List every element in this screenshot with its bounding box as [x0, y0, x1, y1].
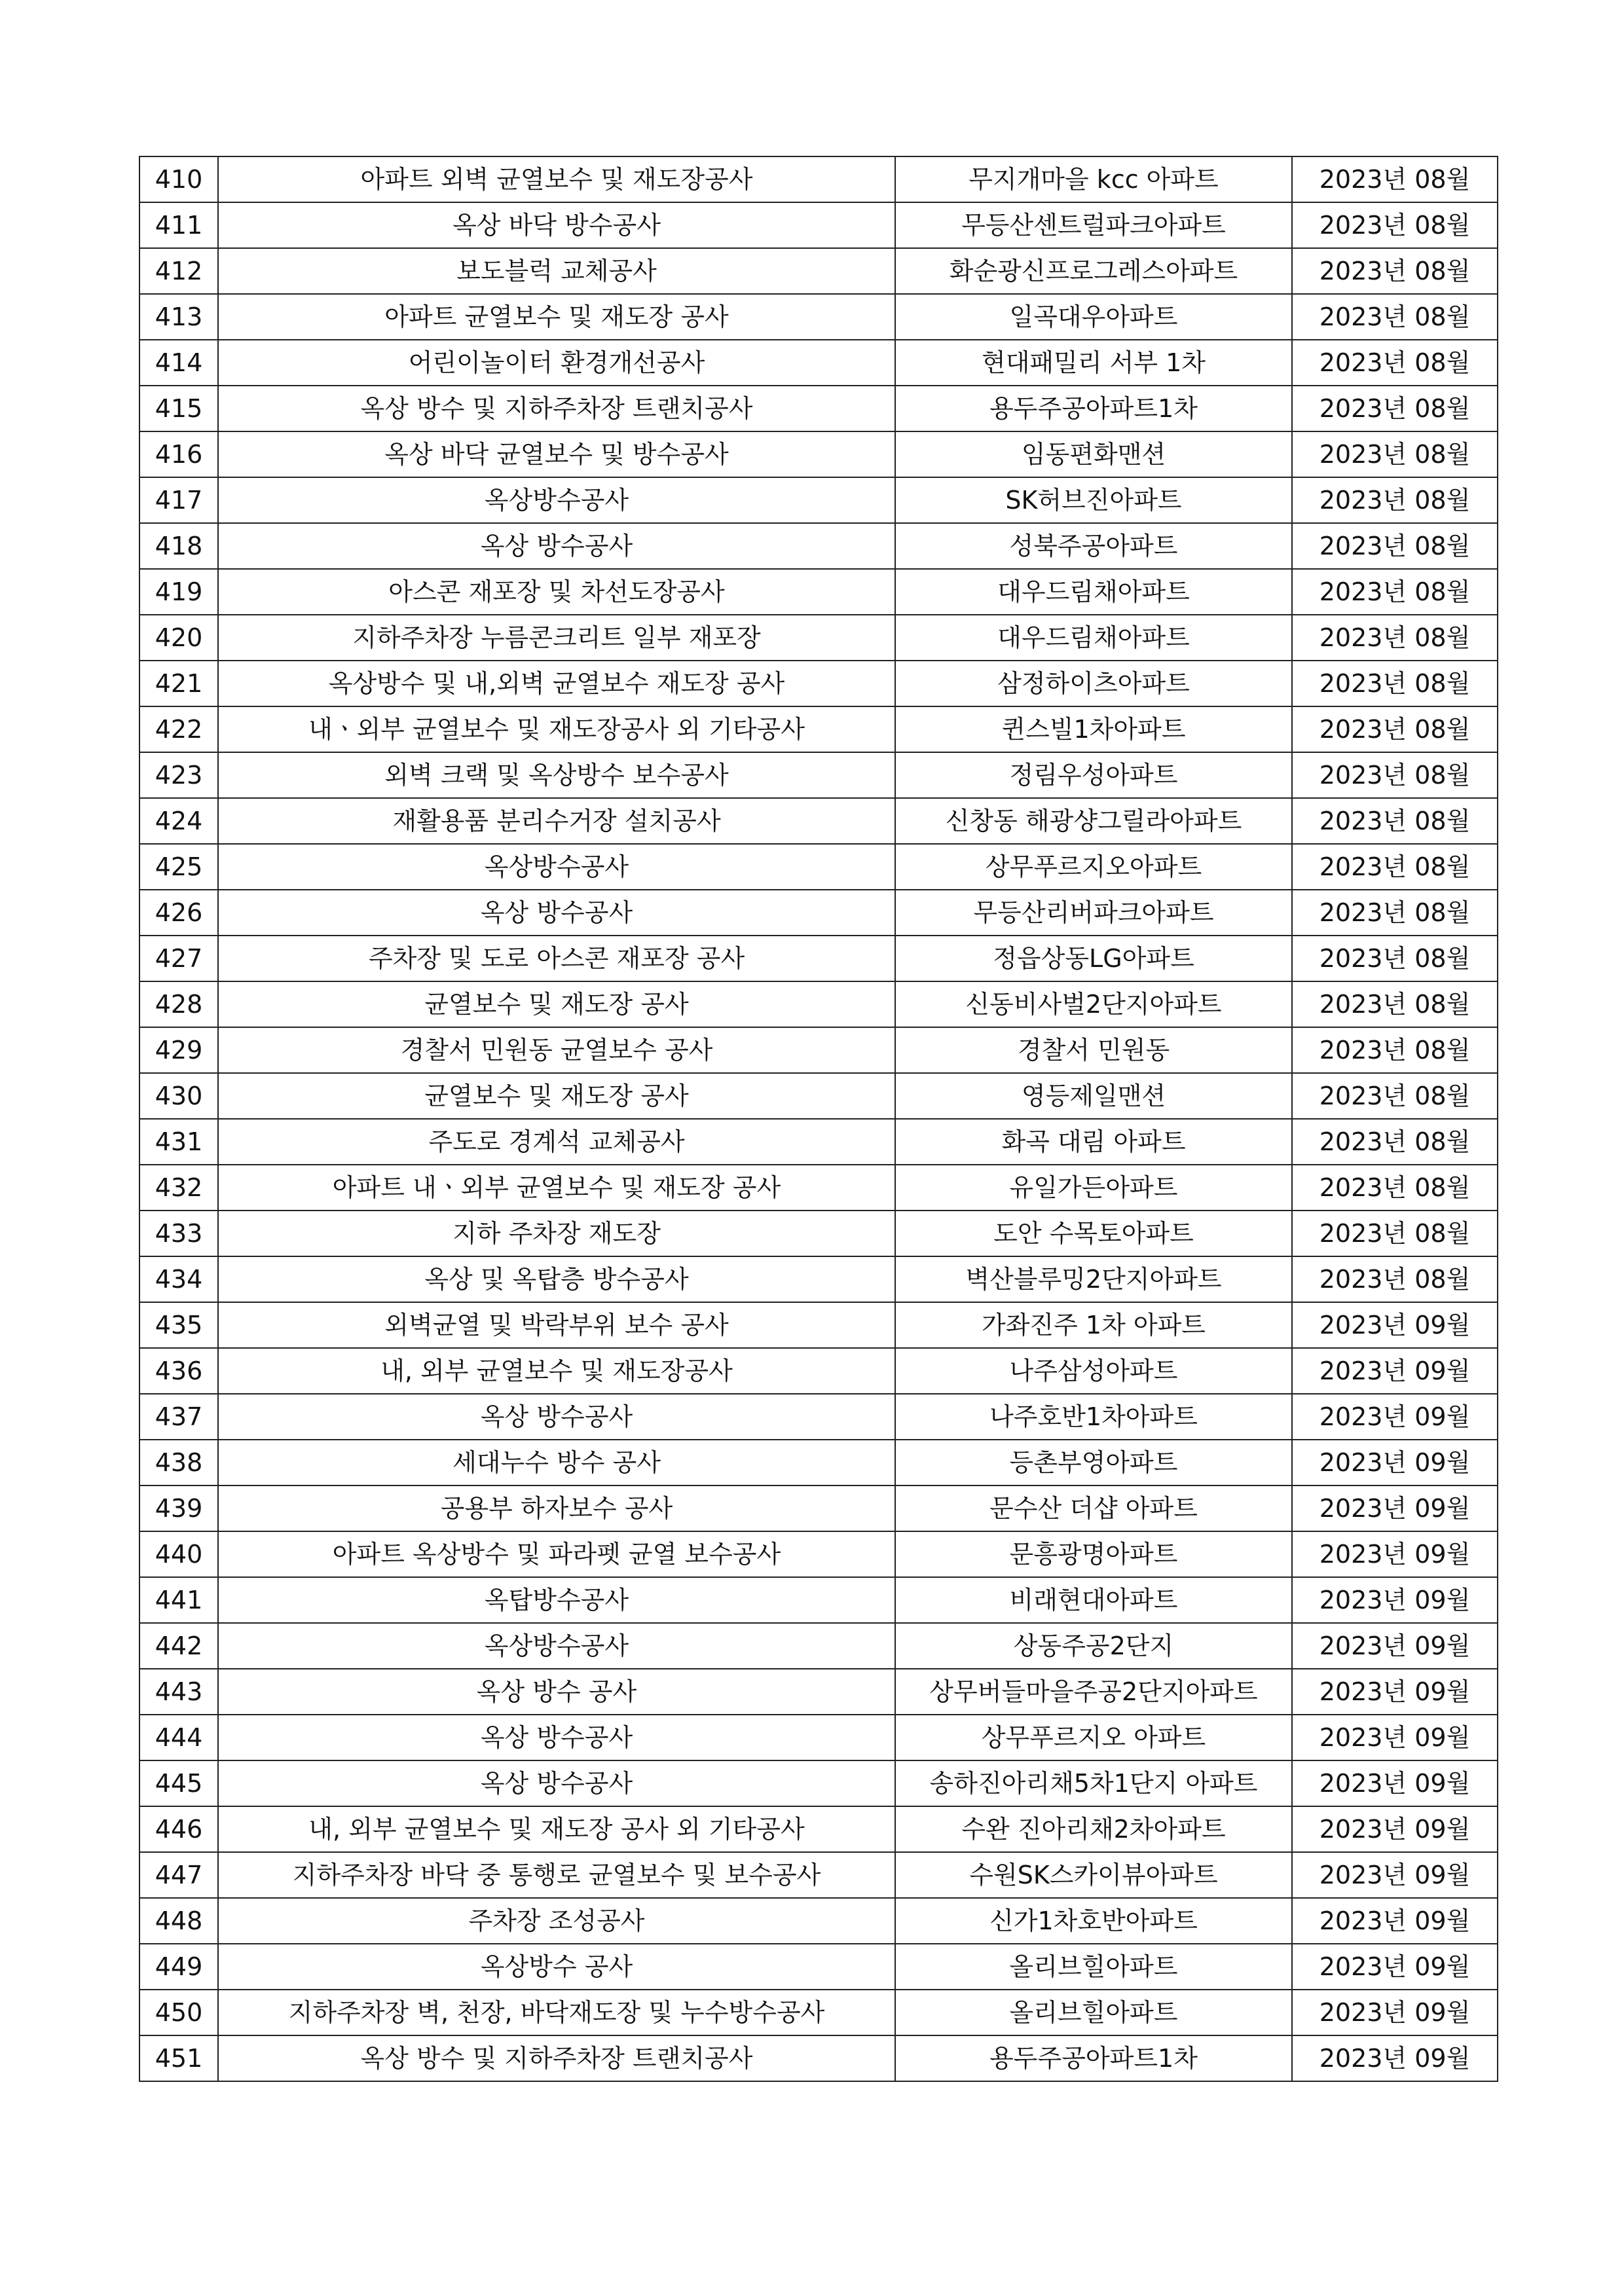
work-description: 옥상 바닥 방수공사 — [218, 202, 895, 248]
row-number: 435 — [139, 1302, 218, 1348]
completion-date: 2023년 09월 — [1292, 1898, 1498, 1944]
site-name: 올리브힐아파트 — [895, 1944, 1292, 1990]
site-name: 등촌부영아파트 — [895, 1440, 1292, 1485]
row-number: 424 — [139, 798, 218, 844]
work-description: 세대누수 방수 공사 — [218, 1440, 895, 1485]
work-description: 균열보수 및 재도장 공사 — [218, 1073, 895, 1119]
site-name: 퀸스빌1차아파트 — [895, 706, 1292, 752]
row-number: 442 — [139, 1623, 218, 1669]
work-description: 옥상 방수 및 지하주차장 트랜치공사 — [218, 2035, 895, 2081]
table-row — [139, 1165, 1498, 1211]
completion-date: 2023년 08월 — [1292, 477, 1498, 523]
completion-date: 2023년 08월 — [1292, 523, 1498, 569]
site-name: 나주호반1차아파트 — [895, 1394, 1292, 1440]
completion-date: 2023년 08월 — [1292, 1073, 1498, 1119]
completion-date: 2023년 09월 — [1292, 1944, 1498, 1990]
completion-date: 2023년 09월 — [1292, 1485, 1498, 1531]
row-number: 441 — [139, 1577, 218, 1623]
site-name: 유일가든아파트 — [895, 1165, 1292, 1211]
work-description: 지하주차장 벽, 천장, 바닥재도장 및 누수방수공사 — [218, 1990, 895, 2035]
completion-date: 2023년 08월 — [1292, 1256, 1498, 1302]
site-name: 송하진아리채5차1단지 아파트 — [895, 1760, 1292, 1806]
work-description: 균열보수 및 재도장 공사 — [218, 981, 895, 1027]
row-number: 422 — [139, 706, 218, 752]
completion-date: 2023년 09월 — [1292, 1715, 1498, 1760]
work-description: 옥탑방수공사 — [218, 1577, 895, 1623]
table-row — [139, 981, 1498, 1027]
row-number: 421 — [139, 661, 218, 706]
work-description: 아파트 내ㆍ외부 균열보수 및 재도장 공사 — [218, 1165, 895, 1211]
row-number: 446 — [139, 1806, 218, 1852]
site-name: 가좌진주 1차 아파트 — [895, 1302, 1292, 1348]
site-name: 삼정하이츠아파트 — [895, 661, 1292, 706]
table-row — [139, 798, 1498, 844]
completion-date: 2023년 08월 — [1292, 752, 1498, 798]
table-row — [139, 1394, 1498, 1440]
site-name: 성북주공아파트 — [895, 523, 1292, 569]
row-number: 419 — [139, 569, 218, 615]
work-description: 아파트 균열보수 및 재도장 공사 — [218, 294, 895, 340]
work-description: 지하주차장 누름콘크리트 일부 재포장 — [218, 615, 895, 661]
table-row — [139, 890, 1498, 936]
completion-date: 2023년 09월 — [1292, 1760, 1498, 1806]
completion-date: 2023년 08월 — [1292, 202, 1498, 248]
table-row — [139, 1577, 1498, 1623]
table-row — [139, 431, 1498, 477]
row-number: 450 — [139, 1990, 218, 2035]
work-description: 주차장 조성공사 — [218, 1898, 895, 1944]
site-name: 수완 진아리채2차아파트 — [895, 1806, 1292, 1852]
row-number: 426 — [139, 890, 218, 936]
work-description: 내ㆍ외부 균열보수 및 재도장공사 외 기타공사 — [218, 706, 895, 752]
site-name: 화곡 대림 아파트 — [895, 1119, 1292, 1165]
site-name: 상동주공2단지 — [895, 1623, 1292, 1669]
site-name: 상무푸르지오 아파트 — [895, 1715, 1292, 1760]
site-name: 도안 수목토아파트 — [895, 1211, 1292, 1256]
site-name: 비래현대아파트 — [895, 1577, 1292, 1623]
table-row — [139, 294, 1498, 340]
table-row — [139, 1073, 1498, 1119]
row-number: 423 — [139, 752, 218, 798]
work-description: 옥상 방수공사 — [218, 890, 895, 936]
work-description: 옥상 방수공사 — [218, 523, 895, 569]
work-description: 아파트 외벽 균열보수 및 재도장공사 — [218, 156, 895, 202]
work-description: 주차장 및 도로 아스콘 재포장 공사 — [218, 936, 895, 981]
site-name: 화순광신프로그레스아파트 — [895, 248, 1292, 294]
row-number: 434 — [139, 1256, 218, 1302]
site-name: 현대패밀리 서부 1차 — [895, 340, 1292, 386]
completion-date: 2023년 09월 — [1292, 1531, 1498, 1577]
completion-date: 2023년 09월 — [1292, 1440, 1498, 1485]
row-number: 414 — [139, 340, 218, 386]
row-number: 432 — [139, 1165, 218, 1211]
completion-date: 2023년 08월 — [1292, 340, 1498, 386]
row-number: 448 — [139, 1898, 218, 1944]
completion-date: 2023년 08월 — [1292, 156, 1498, 202]
work-description: 재활용품 분리수거장 설치공사 — [218, 798, 895, 844]
completion-date: 2023년 08월 — [1292, 981, 1498, 1027]
table-row — [139, 386, 1498, 431]
row-number: 416 — [139, 431, 218, 477]
completion-date: 2023년 09월 — [1292, 1669, 1498, 1715]
completion-date: 2023년 09월 — [1292, 1577, 1498, 1623]
row-number: 440 — [139, 1531, 218, 1577]
site-name: 대우드림채아파트 — [895, 615, 1292, 661]
completion-date: 2023년 08월 — [1292, 615, 1498, 661]
table-row — [139, 202, 1498, 248]
table-row — [139, 1898, 1498, 1944]
row-number: 438 — [139, 1440, 218, 1485]
completion-date: 2023년 08월 — [1292, 1211, 1498, 1256]
site-name: 정읍상동LG아파트 — [895, 936, 1292, 981]
completion-date: 2023년 09월 — [1292, 1623, 1498, 1669]
site-name: 경찰서 민원동 — [895, 1027, 1292, 1073]
row-number: 410 — [139, 156, 218, 202]
work-description: 외벽 크랙 및 옥상방수 보수공사 — [218, 752, 895, 798]
completion-date: 2023년 09월 — [1292, 1302, 1498, 1348]
work-description: 옥상 방수공사 — [218, 1760, 895, 1806]
table-row — [139, 2035, 1498, 2081]
completion-date: 2023년 08월 — [1292, 890, 1498, 936]
site-name: 무등산센트럴파크아파트 — [895, 202, 1292, 248]
completion-date: 2023년 08월 — [1292, 386, 1498, 431]
table-row — [139, 615, 1498, 661]
work-description: 옥상 방수 및 지하주차장 트랜치공사 — [218, 386, 895, 431]
row-number: 430 — [139, 1073, 218, 1119]
row-number: 439 — [139, 1485, 218, 1531]
work-description: 옥상방수공사 — [218, 844, 895, 890]
row-number: 429 — [139, 1027, 218, 1073]
table-row — [139, 1944, 1498, 1990]
work-description: 내, 외부 균열보수 및 재도장공사 — [218, 1348, 895, 1394]
row-number: 427 — [139, 936, 218, 981]
site-name: 영등제일맨션 — [895, 1073, 1292, 1119]
row-number: 412 — [139, 248, 218, 294]
work-description: 공용부 하자보수 공사 — [218, 1485, 895, 1531]
table-row — [139, 752, 1498, 798]
site-name: 용두주공아파트1차 — [895, 2035, 1292, 2081]
site-name: 무지개마을 kcc 아파트 — [895, 156, 1292, 202]
site-name: 상무푸르지오아파트 — [895, 844, 1292, 890]
site-name: 신가1차호반아파트 — [895, 1898, 1292, 1944]
site-name: 대우드림채아파트 — [895, 569, 1292, 615]
records-body — [139, 156, 1498, 2081]
table-row — [139, 1669, 1498, 1715]
row-number: 451 — [139, 2035, 218, 2081]
completion-date: 2023년 08월 — [1292, 294, 1498, 340]
completion-date: 2023년 08월 — [1292, 248, 1498, 294]
table-row — [139, 1119, 1498, 1165]
completion-date: 2023년 08월 — [1292, 798, 1498, 844]
table-row — [139, 1623, 1498, 1669]
work-description: 경찰서 민원동 균열보수 공사 — [218, 1027, 895, 1073]
table-row — [139, 248, 1498, 294]
site-name: SK허브진아파트 — [895, 477, 1292, 523]
work-description: 주도로 경계석 교체공사 — [218, 1119, 895, 1165]
completion-date: 2023년 09월 — [1292, 1990, 1498, 2035]
row-number: 425 — [139, 844, 218, 890]
work-description: 옥상 및 옥탑층 방수공사 — [218, 1256, 895, 1302]
table-row — [139, 1485, 1498, 1531]
row-number: 437 — [139, 1394, 218, 1440]
work-description: 지하 주차장 재도장 — [218, 1211, 895, 1256]
row-number: 449 — [139, 1944, 218, 1990]
work-description: 보도블럭 교체공사 — [218, 248, 895, 294]
table-row — [139, 936, 1498, 981]
table-row — [139, 477, 1498, 523]
site-name: 올리브힐아파트 — [895, 1990, 1292, 2035]
completion-date: 2023년 08월 — [1292, 706, 1498, 752]
site-name: 수원SK스카이뷰아파트 — [895, 1852, 1292, 1898]
row-number: 433 — [139, 1211, 218, 1256]
work-description: 옥상 방수 공사 — [218, 1669, 895, 1715]
table-row — [139, 1852, 1498, 1898]
site-name: 용두주공아파트1차 — [895, 386, 1292, 431]
work-description: 옥상 바닥 균열보수 및 방수공사 — [218, 431, 895, 477]
completion-date: 2023년 08월 — [1292, 1027, 1498, 1073]
row-number: 417 — [139, 477, 218, 523]
completion-date: 2023년 08월 — [1292, 431, 1498, 477]
work-description: 지하주차장 바닥 중 통행로 균열보수 및 보수공사 — [218, 1852, 895, 1898]
work-description: 옥상방수공사 — [218, 477, 895, 523]
records-table — [139, 156, 1498, 2082]
work-description: 옥상 방수공사 — [218, 1715, 895, 1760]
table-row — [139, 1348, 1498, 1394]
completion-date: 2023년 08월 — [1292, 1119, 1498, 1165]
table-row — [139, 1027, 1498, 1073]
row-number: 444 — [139, 1715, 218, 1760]
site-name: 일곡대우아파트 — [895, 294, 1292, 340]
table-row — [139, 1715, 1498, 1760]
row-number: 431 — [139, 1119, 218, 1165]
table-row — [139, 1806, 1498, 1852]
completion-date: 2023년 08월 — [1292, 661, 1498, 706]
completion-date: 2023년 09월 — [1292, 1394, 1498, 1440]
table-row — [139, 661, 1498, 706]
site-name: 임동편화맨션 — [895, 431, 1292, 477]
table-row — [139, 523, 1498, 569]
row-number: 411 — [139, 202, 218, 248]
row-number: 415 — [139, 386, 218, 431]
work-description: 아스콘 재포장 및 차선도장공사 — [218, 569, 895, 615]
completion-date: 2023년 09월 — [1292, 2035, 1498, 2081]
table-row — [139, 706, 1498, 752]
site-name: 문흥광명아파트 — [895, 1531, 1292, 1577]
work-description: 옥상방수 공사 — [218, 1944, 895, 1990]
work-description: 외벽균열 및 박락부위 보수 공사 — [218, 1302, 895, 1348]
table-row — [139, 569, 1498, 615]
row-number: 413 — [139, 294, 218, 340]
row-number: 436 — [139, 1348, 218, 1394]
site-name: 벽산블루밍2단지아파트 — [895, 1256, 1292, 1302]
table-row — [139, 340, 1498, 386]
completion-date: 2023년 08월 — [1292, 844, 1498, 890]
table-row — [139, 156, 1498, 202]
table-row — [139, 1990, 1498, 2035]
work-description: 옥상방수공사 — [218, 1623, 895, 1669]
table-row — [139, 1256, 1498, 1302]
table-row — [139, 1531, 1498, 1577]
row-number: 420 — [139, 615, 218, 661]
site-name: 나주삼성아파트 — [895, 1348, 1292, 1394]
site-name: 무등산리버파크아파트 — [895, 890, 1292, 936]
site-name: 문수산 더샵 아파트 — [895, 1485, 1292, 1531]
work-description: 어린이놀이터 환경개선공사 — [218, 340, 895, 386]
table-row — [139, 1440, 1498, 1485]
site-name: 신창동 해광샹그릴라아파트 — [895, 798, 1292, 844]
row-number: 447 — [139, 1852, 218, 1898]
table-row — [139, 1760, 1498, 1806]
site-name: 신동비사벌2단지아파트 — [895, 981, 1292, 1027]
row-number: 418 — [139, 523, 218, 569]
row-number: 443 — [139, 1669, 218, 1715]
completion-date: 2023년 09월 — [1292, 1348, 1498, 1394]
completion-date: 2023년 08월 — [1292, 1165, 1498, 1211]
row-number: 445 — [139, 1760, 218, 1806]
site-name: 상무버들마을주공2단지아파트 — [895, 1669, 1292, 1715]
work-description: 옥상 방수공사 — [218, 1394, 895, 1440]
row-number: 428 — [139, 981, 218, 1027]
completion-date: 2023년 08월 — [1292, 569, 1498, 615]
completion-date: 2023년 09월 — [1292, 1806, 1498, 1852]
work-description: 내, 외부 균열보수 및 재도장 공사 외 기타공사 — [218, 1806, 895, 1852]
work-description: 옥상방수 및 내,외벽 균열보수 재도장 공사 — [218, 661, 895, 706]
completion-date: 2023년 09월 — [1292, 1852, 1498, 1898]
site-name: 정림우성아파트 — [895, 752, 1292, 798]
table-row — [139, 844, 1498, 890]
work-description: 아파트 옥상방수 및 파라펫 균열 보수공사 — [218, 1531, 895, 1577]
table-row — [139, 1211, 1498, 1256]
table-row — [139, 1302, 1498, 1348]
completion-date: 2023년 08월 — [1292, 936, 1498, 981]
